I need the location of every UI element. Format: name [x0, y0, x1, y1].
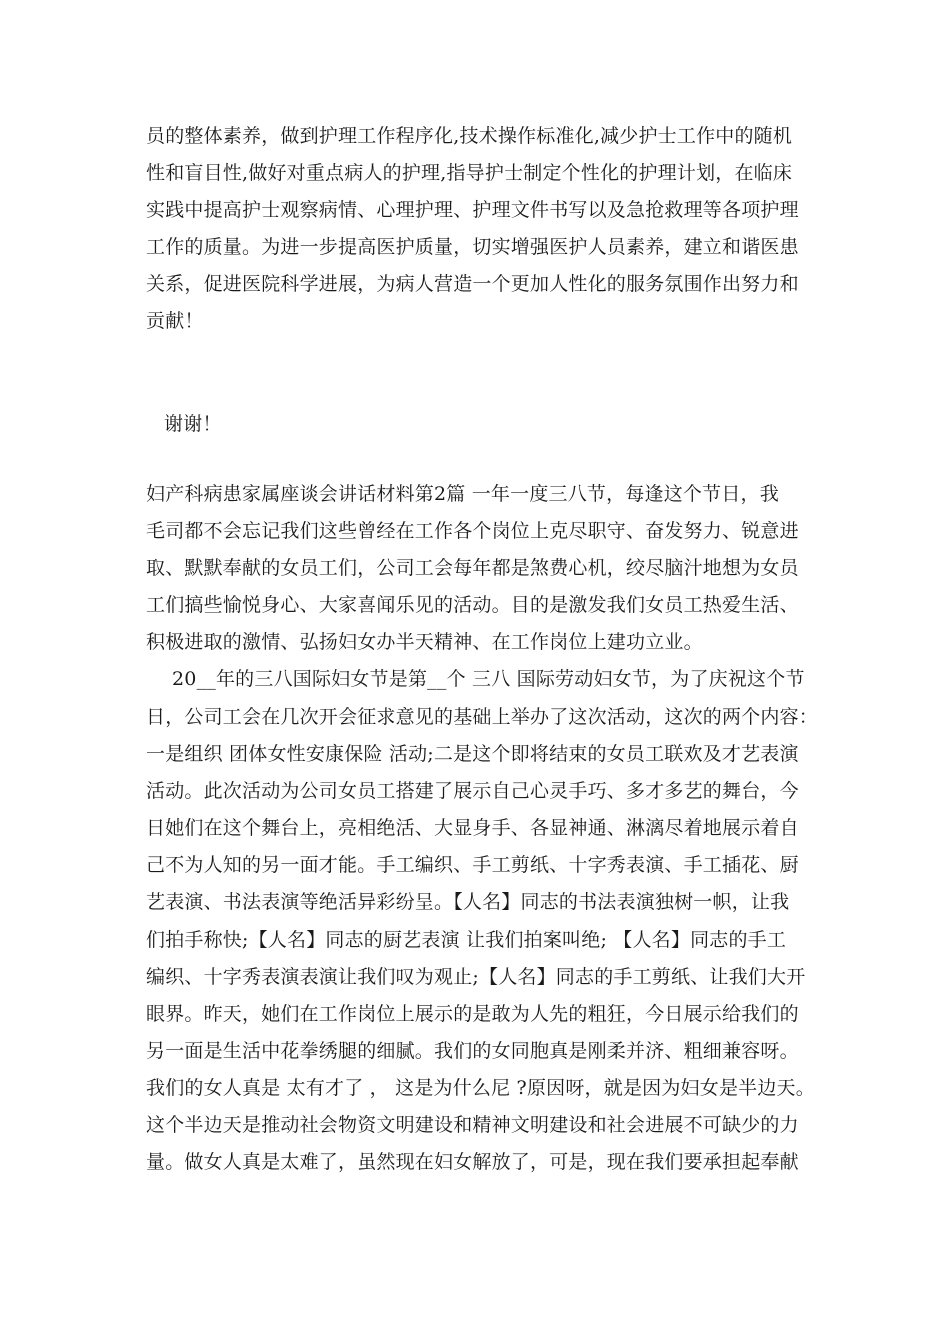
paragraph-line: 我们的女人真是 太有才了 ， 这是为什么尼 ?原因呀，就是因为妇女是半边天。	[146, 1077, 815, 1099]
paragraph-line: 关系，促进医院科学进展，为病人营造一个更加人性化的服务氛围作出努力和	[146, 273, 799, 295]
paragraph-line: 这个半边天是推动社会物资文明建设和精神文明建设和社会进展不可缺少的力	[146, 1114, 799, 1136]
thanks-line: 谢谢！	[164, 413, 222, 435]
paragraph-line: 另一面是生活中花拳绣腿的细腻。我们的女同胞真是刚柔并济、粗细兼容呀。	[146, 1040, 799, 1062]
paragraph-line: 工作的质量。为进一步提高医护质量，切实增强医护人员素养，建立和谐医患	[146, 236, 799, 258]
paragraph-line: 积极进取的激情、弘扬妇女办半天精神、在工作岗位上建功立业。	[146, 631, 703, 653]
paragraph-line: 20__年的三八国际妇女节是第__个 三八 国际劳动妇女节，为了庆祝这个节	[172, 668, 805, 690]
paragraph-line: 贡献！	[146, 310, 204, 332]
section-heading-line: 妇产科病患家属座谈会讲话材料第2篇 一年一度三八节，每逢这个节日，我	[146, 483, 779, 505]
paragraph-line: 取、默默奉献的女员工们，公司工会每年都是煞费心机，绞尽脑汁地想为女员	[146, 557, 799, 579]
paragraph-line: 工们搞些愉悦身心、大家喜闻乐见的活动。目的是激发我们女员工热爱生活、	[146, 594, 799, 616]
paragraph-line: 编织、十字秀表演表演让我们叹为观止;【人名】同志的手工剪纸、让我们大开	[146, 966, 806, 988]
paragraph-line: 毛司都不会忘记我们这些曾经在工作各个岗位上克尽职守、奋发努力、锐意进	[146, 520, 799, 542]
paragraph-line: 量。做女人真是太难了，虽然现在妇女解放了，可是，现在我们要承担起奉献	[146, 1151, 799, 1173]
paragraph-line: 们拍手称快;【人名】同志的厨艺表演 让我们拍案叫绝; 【人名】同志的手工	[146, 929, 787, 951]
paragraph-line: 日她们在这个舞台上，亮相绝活、大显身手、各显神通、淋漓尽着地展示着自	[146, 817, 799, 839]
paragraph-line: 实践中提高护士观察病情、心理护理、护理文件书写以及急抢救理等各项护理	[146, 199, 799, 221]
paragraph-line: 己不为人知的另一面才能。手工编织、手工剪纸、十字秀表演、手工插花、厨	[146, 854, 799, 876]
paragraph-line: 一是组织 团体女性安康保险 活动;二是这个即将结束的女员工联欢及才艺表演	[146, 743, 799, 765]
paragraph-line: 性和盲目性,做好对重点病人的护理,指导护士制定个性化的护理计划，在临床	[146, 162, 793, 184]
paragraph-line: 活动。此次活动为公司女员工搭建了展示自己心灵手巧、多才多艺的舞台，今	[146, 780, 799, 802]
paragraph-line: 艺表演、书法表演等绝活异彩纷呈。【人名】同志的书法表演独树一帜，让我	[146, 891, 790, 913]
paragraph-line: 眼界。昨天，她们在工作岗位上展示的是敢为人先的粗狂，今日展示给我们的	[146, 1003, 799, 1025]
paragraph-line: 日，公司工会在几次开会征求意见的基础上举办了这次活动，这次的两个内容：	[146, 706, 819, 728]
paragraph-line: 员的整体素养，做到护理工作程序化,技术操作标准化,减少护士工作中的随机	[146, 125, 793, 147]
